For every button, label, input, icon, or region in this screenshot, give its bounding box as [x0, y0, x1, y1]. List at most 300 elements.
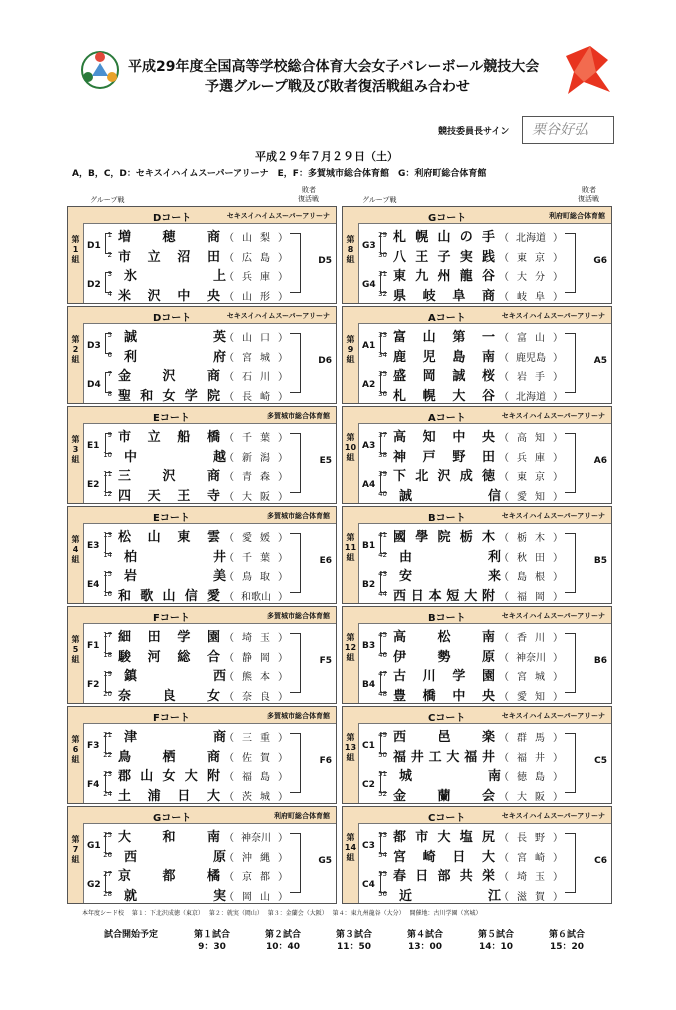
team-number: 9	[107, 431, 112, 439]
team-name: 岩 美	[124, 569, 226, 584]
team-number: 2	[107, 250, 112, 259]
team-number: 28	[103, 889, 112, 898]
court-name: Eコート	[153, 413, 190, 424]
group-block	[67, 306, 337, 404]
team-name: 誠 英	[124, 330, 226, 345]
group-number	[68, 607, 84, 703]
team-name: 柏 井	[124, 549, 226, 565]
group-number	[343, 807, 359, 903]
team-number: 4	[107, 289, 112, 298]
bracket-line	[380, 433, 387, 454]
group-number-label: 第 4 組	[71, 535, 80, 564]
team-row	[373, 425, 583, 445]
team-row	[373, 484, 583, 504]
team-row	[373, 825, 583, 845]
court-name: Cコート	[428, 813, 466, 824]
bracket-line	[105, 733, 112, 754]
team-row	[373, 764, 583, 784]
team-row	[98, 364, 308, 384]
group-label: C1	[362, 741, 375, 751]
team-prefecture: （ 神奈川 ）	[224, 833, 288, 844]
team-row	[98, 284, 308, 304]
team-prefecture: （ 愛 知 ）	[499, 691, 563, 703]
group-block	[67, 806, 337, 904]
team-name: 城 南	[399, 769, 501, 784]
court-venue: セキスイハイムスーパーアリーナ	[226, 312, 330, 320]
team-prefecture: （ 高 知 ）	[499, 433, 563, 444]
schedule-game-label: 第３試合	[335, 930, 372, 940]
team-row	[98, 845, 308, 865]
team-prefecture: （ 愛 知 ）	[499, 491, 563, 503]
team-row	[373, 784, 583, 804]
bracket-line	[380, 733, 387, 754]
team-prefecture: （ 京 都 ）	[224, 872, 288, 883]
team-row	[373, 284, 583, 304]
court-name: Aコート	[428, 413, 466, 424]
team-name: 鎮 西	[124, 669, 226, 684]
bracket-line	[380, 533, 387, 554]
team-prefecture: （ 福 島 ）	[224, 772, 288, 783]
repechage-label: F5	[319, 656, 332, 666]
team-row	[98, 325, 308, 345]
team-number: 52	[378, 789, 387, 798]
team-number: 56	[378, 889, 387, 898]
team-name: 東 九 州 龍 谷	[393, 269, 495, 284]
repechage-label: A6	[593, 456, 607, 466]
team-prefecture: （ 長 崎 ）	[224, 391, 288, 403]
team-number: 37	[378, 431, 387, 439]
team-number: 55	[378, 870, 387, 878]
team-number: 23	[103, 770, 112, 778]
court-venue: セキスイハイムスーパーアリーナ	[501, 412, 605, 420]
group-label: F2	[87, 680, 100, 690]
group-number	[343, 707, 359, 803]
team-number: 53	[378, 831, 387, 839]
group-label: C3	[362, 841, 375, 851]
team-row	[98, 725, 308, 745]
team-number: 24	[103, 789, 112, 798]
team-name: 駿 河 総 合	[118, 649, 220, 665]
team-name: 津 商	[124, 730, 226, 745]
document-title: 平成29年度全国高等学校総合体育大会女子バレーボール競技大会	[128, 59, 540, 75]
court-header	[83, 607, 336, 624]
bracket-line	[105, 772, 112, 793]
team-prefecture: （ 熊 本 ）	[224, 672, 288, 683]
team-name: 米 沢 中 央	[118, 288, 220, 304]
group-block	[67, 506, 337, 604]
group-header-left: グループ戦	[90, 196, 125, 204]
bracket-line	[380, 572, 387, 593]
group-number-label: 第 2 組	[71, 335, 80, 364]
team-name: 奈 良 女	[118, 688, 220, 704]
group-number-label: 第 8 組	[346, 235, 355, 264]
team-number: 39	[378, 470, 387, 478]
team-row	[373, 445, 583, 465]
team-name: 和 歌 山 信 愛	[118, 588, 220, 604]
group-label: C4	[362, 880, 375, 890]
team-number: 21	[103, 731, 112, 739]
team-row	[98, 884, 308, 904]
bracket-line	[565, 433, 576, 493]
team-number: 7	[107, 370, 112, 378]
group-label: F3	[87, 741, 100, 751]
team-name: 春 日 部 共 栄	[393, 869, 495, 884]
group-label: D3	[87, 341, 101, 351]
schedule-game-label: 第１試合	[193, 930, 230, 940]
team-name: 近 江	[399, 888, 501, 904]
group-label: C2	[362, 780, 375, 790]
team-row	[373, 645, 583, 665]
court-header	[83, 707, 336, 724]
team-name: 三 沢 商	[118, 469, 220, 484]
team-number: 29	[378, 231, 387, 239]
team-row	[98, 484, 308, 504]
team-row	[373, 525, 583, 545]
team-number: 3	[107, 270, 112, 278]
team-prefecture: （ 山 梨 ）	[224, 233, 288, 244]
group-block	[67, 206, 337, 304]
court-venue: 利府町総合体育館	[549, 212, 605, 220]
tournament-logo-icon	[78, 48, 122, 92]
team-prefecture: （ 長 野 ）	[499, 833, 563, 844]
team-number: 47	[378, 670, 387, 678]
team-prefecture: （ 愛 媛 ）	[224, 533, 288, 544]
schedule-game-label: 第６試合	[548, 930, 585, 940]
team-name: 就 実	[124, 888, 226, 904]
team-name: 大 和 南	[118, 830, 220, 845]
team-number: 49	[378, 731, 387, 739]
group-number	[343, 407, 359, 503]
team-name: 札 幌 山 の 手	[393, 230, 495, 245]
team-prefecture: （ 島 根 ）	[499, 572, 563, 583]
team-name: 利 府	[124, 349, 226, 365]
group-block	[342, 406, 612, 504]
bracket-line	[290, 233, 301, 293]
court-header	[358, 707, 611, 724]
team-row	[373, 464, 583, 484]
event-date: 平成２９年７月２９日（土）	[255, 150, 398, 163]
team-number: 41	[378, 531, 387, 539]
bracket-line	[105, 333, 112, 354]
team-number: 26	[103, 850, 112, 859]
team-row	[98, 684, 308, 704]
group-label: E4	[87, 580, 100, 590]
team-row	[373, 625, 583, 645]
team-name: 中 越	[124, 449, 226, 465]
schedule-game-time: 13：00	[407, 942, 443, 952]
team-name: 八 王 子 実 践	[393, 249, 495, 265]
team-prefecture: （ 徳 島 ）	[499, 772, 563, 783]
team-row	[98, 384, 308, 404]
signature: 栗谷好弘	[532, 122, 588, 138]
team-row	[373, 364, 583, 384]
team-name: 京 都 橘	[118, 869, 220, 884]
group-block	[67, 406, 337, 504]
team-row	[98, 584, 308, 604]
schedule-game-time: 10：40	[265, 942, 301, 952]
team-name: 西 邑 楽	[393, 730, 495, 745]
team-number: 35	[378, 370, 387, 378]
court-name: Gコート	[153, 813, 192, 824]
team-row	[373, 884, 583, 904]
team-number: 31	[378, 270, 387, 278]
signature-label: 競技委員長サイン	[438, 127, 510, 137]
team-prefecture: （ 大 分 ）	[499, 272, 563, 283]
court-header	[83, 407, 336, 424]
group-number	[68, 307, 84, 403]
team-name: 高 知 中 央	[393, 430, 495, 445]
group-number-label: 第 13 組	[344, 733, 357, 762]
group-block	[342, 306, 612, 404]
team-row	[98, 445, 308, 465]
group-block	[342, 506, 612, 604]
bracket-line	[565, 633, 576, 693]
group-number-label: 第 3 組	[71, 435, 80, 464]
team-name: 市 立 船 橋	[118, 430, 220, 445]
court-header	[83, 207, 336, 224]
group-label: E1	[87, 441, 100, 451]
team-prefecture: （ 兵 庫 ）	[224, 272, 288, 283]
court-header	[358, 807, 611, 824]
court-name: Cコート	[428, 713, 466, 724]
team-prefecture: （ 青 森 ）	[224, 472, 288, 483]
repechage-header-right-2: 復活戦	[578, 195, 599, 203]
team-name: 細 田 学 園	[118, 630, 220, 645]
bracket-line	[565, 233, 576, 293]
bracket-line	[105, 433, 112, 454]
group-number	[68, 207, 84, 303]
court-venue: セキスイハイムスーパーアリーナ	[501, 612, 605, 620]
repechage-label: D6	[318, 356, 332, 366]
repechage-label: A5	[593, 356, 607, 366]
bracket-line	[290, 333, 301, 393]
team-prefecture: （ 宮 城 ）	[499, 672, 563, 683]
team-row	[373, 864, 583, 884]
team-name: 金 沢 商	[118, 369, 220, 384]
team-name: 四 天 王 寺	[118, 488, 220, 504]
repechage-label: G5	[318, 856, 332, 866]
team-row	[98, 545, 308, 565]
team-name: 鹿 児 島 南	[393, 349, 495, 365]
group-number	[68, 807, 84, 903]
document-subtitle: 予選グループ戦及び敗者復活戦組み合わせ	[205, 79, 470, 95]
team-number: 51	[378, 770, 387, 778]
team-name: 盛 岡 誠 桜	[393, 369, 495, 384]
team-prefecture: （ 鹿児島 ）	[499, 352, 563, 364]
team-prefecture: （ 北海道 ）	[499, 233, 563, 244]
team-prefecture: （ 宮 城 ）	[224, 352, 288, 364]
bracket-line	[380, 272, 387, 293]
court-name: Fコート	[153, 613, 190, 624]
bracket-line	[290, 733, 301, 793]
team-row	[373, 345, 583, 365]
group-number	[343, 307, 359, 403]
team-row	[98, 664, 308, 684]
team-number: 11	[103, 470, 112, 478]
group-number-label: 第 7 組	[71, 835, 80, 864]
group-label: A2	[362, 380, 376, 390]
team-row	[98, 245, 308, 265]
bracket-line	[290, 533, 301, 593]
team-row	[373, 845, 583, 865]
group-label: D2	[87, 280, 101, 290]
team-prefecture: （ 埼 玉 ）	[224, 633, 288, 644]
bracket-line	[105, 572, 112, 593]
team-number: 46	[378, 650, 387, 659]
team-number: 42	[378, 550, 387, 559]
court-header	[358, 207, 611, 224]
group-block	[342, 706, 612, 804]
schedule-game-label: 第２試合	[264, 930, 301, 940]
group-label: B2	[362, 580, 376, 590]
group-label: G1	[87, 841, 101, 851]
court-name: Aコート	[428, 313, 466, 324]
bracket-line	[105, 672, 112, 693]
repechage-label: C6	[594, 856, 607, 866]
court-venue: 多賀城市総合体育館	[267, 612, 330, 620]
venue-legend: A，B，C，D：セキスイハイムスーパーアリーナ E，F：多賀城市総合体育館 G：利府町総合体育館	[72, 169, 487, 179]
team-prefecture: （ 石 川 ）	[224, 372, 288, 383]
court-name: Dコート	[153, 313, 192, 324]
bracket-line	[105, 472, 112, 493]
bracket-line	[565, 533, 576, 593]
court-header	[83, 507, 336, 524]
team-name: 氷 上	[124, 269, 226, 284]
team-row	[98, 645, 308, 665]
team-prefecture: （ 群 馬 ）	[499, 733, 563, 744]
court-venue: 多賀城市総合体育館	[267, 412, 330, 420]
team-number: 25	[103, 831, 112, 839]
team-prefecture: （ 広 島 ）	[224, 252, 288, 264]
team-row	[373, 564, 583, 584]
court-venue: セキスイハイムスーパーアリーナ	[226, 212, 330, 220]
team-prefecture: （ 大 阪 ）	[224, 491, 288, 503]
team-number: 43	[378, 570, 387, 578]
team-name: 松 山 東 雲	[118, 530, 220, 545]
court-venue: 多賀城市総合体育館	[267, 712, 330, 720]
group-number	[68, 707, 84, 803]
team-name: 國 學 院 栃 木	[393, 530, 495, 545]
bracket-line	[105, 372, 112, 393]
court-header	[358, 507, 611, 524]
repechage-header-right-1: 敗者	[582, 186, 596, 194]
schedule-game-label: 第４試合	[406, 930, 443, 940]
court-name: Gコート	[428, 213, 467, 224]
team-row	[373, 545, 583, 565]
bracket-line	[105, 872, 112, 893]
team-row	[373, 584, 583, 604]
team-prefecture: （ 福 井 ）	[499, 752, 563, 764]
team-prefecture: （ 東 京 ）	[499, 472, 563, 483]
team-prefecture: （ 岡 山 ）	[224, 891, 288, 903]
team-prefecture: （ 茨 城 ）	[224, 791, 288, 803]
team-row	[373, 725, 583, 745]
team-prefecture: （ 北海道 ）	[499, 391, 563, 403]
schedule-game-time: 9：30	[198, 942, 226, 952]
group-block	[342, 806, 612, 904]
court-header	[83, 307, 336, 324]
bracket-line	[380, 233, 387, 254]
group-label: E3	[87, 541, 100, 551]
team-prefecture: （ 鳥 取 ）	[224, 572, 288, 583]
team-number: 6	[107, 350, 112, 359]
group-number-label: 第 10 組	[344, 433, 357, 462]
team-name: 誠 信	[399, 488, 501, 504]
team-number: 8	[107, 389, 112, 398]
repechage-label: B5	[593, 556, 607, 566]
team-number: 1	[107, 231, 112, 239]
team-number: 38	[378, 450, 387, 459]
court-header	[358, 307, 611, 324]
bracket-line	[380, 633, 387, 654]
team-number: 30	[378, 250, 387, 259]
court-name: Eコート	[153, 513, 190, 524]
group-label: B3	[362, 641, 376, 651]
team-prefecture: （ 佐 賀 ）	[224, 752, 288, 764]
team-number: 22	[103, 750, 112, 759]
group-label: F4	[87, 780, 100, 790]
court-name: Bコート	[428, 513, 466, 524]
team-prefecture: （ 山 口 ）	[224, 333, 288, 344]
team-prefecture: （ 神奈川 ）	[499, 652, 563, 664]
team-prefecture: （ 埼 玉 ）	[499, 872, 563, 883]
repechage-label: B6	[593, 656, 607, 666]
team-prefecture: （ 和歌山 ）	[224, 591, 288, 603]
court-venue: セキスイハイムスーパーアリーナ	[501, 512, 605, 520]
red-star-mark-icon	[560, 42, 614, 100]
bracket-line	[380, 872, 387, 893]
team-name: 伊 勢 原	[393, 649, 495, 665]
team-prefecture: （ 大 阪 ）	[499, 791, 563, 803]
team-prefecture: （ 奈 良 ）	[224, 691, 288, 703]
team-number: 5	[107, 331, 112, 339]
team-prefecture: （ 兵 庫 ）	[499, 452, 563, 464]
bracket-line	[290, 633, 301, 693]
bracket-line	[565, 833, 576, 893]
bracket-line	[105, 833, 112, 854]
bracket-line	[380, 772, 387, 793]
group-label: D4	[87, 380, 101, 390]
team-number: 19	[103, 670, 112, 678]
team-name: 土 浦 日 大	[118, 788, 220, 804]
team-number: 12	[103, 489, 112, 498]
bracket-line	[565, 333, 576, 393]
team-number: 27	[103, 870, 112, 878]
team-row	[98, 825, 308, 845]
team-row	[98, 564, 308, 584]
group-label: A1	[362, 341, 376, 351]
team-prefecture: （ 静 岡 ）	[224, 652, 288, 664]
group-label: D1	[87, 241, 101, 251]
team-row	[373, 325, 583, 345]
team-prefecture: （ 東 京 ）	[499, 252, 563, 264]
team-row	[373, 384, 583, 404]
group-number-label: 第 6 組	[71, 735, 80, 764]
team-name: 富 山 第 一	[393, 330, 495, 345]
team-prefecture: （ 富 山 ）	[499, 333, 563, 344]
team-name: 鳥 栖 商	[118, 749, 220, 765]
team-number: 36	[378, 389, 387, 398]
team-number: 17	[103, 631, 112, 639]
team-name: 県 岐 阜 商	[393, 288, 495, 304]
team-number: 20	[103, 689, 112, 698]
bracket-line	[380, 672, 387, 693]
court-header	[358, 607, 611, 624]
repechage-label: E6	[319, 556, 332, 566]
team-number: 34	[378, 350, 387, 359]
bracket-line	[380, 372, 387, 393]
team-prefecture: （ 三 重 ）	[224, 733, 288, 744]
